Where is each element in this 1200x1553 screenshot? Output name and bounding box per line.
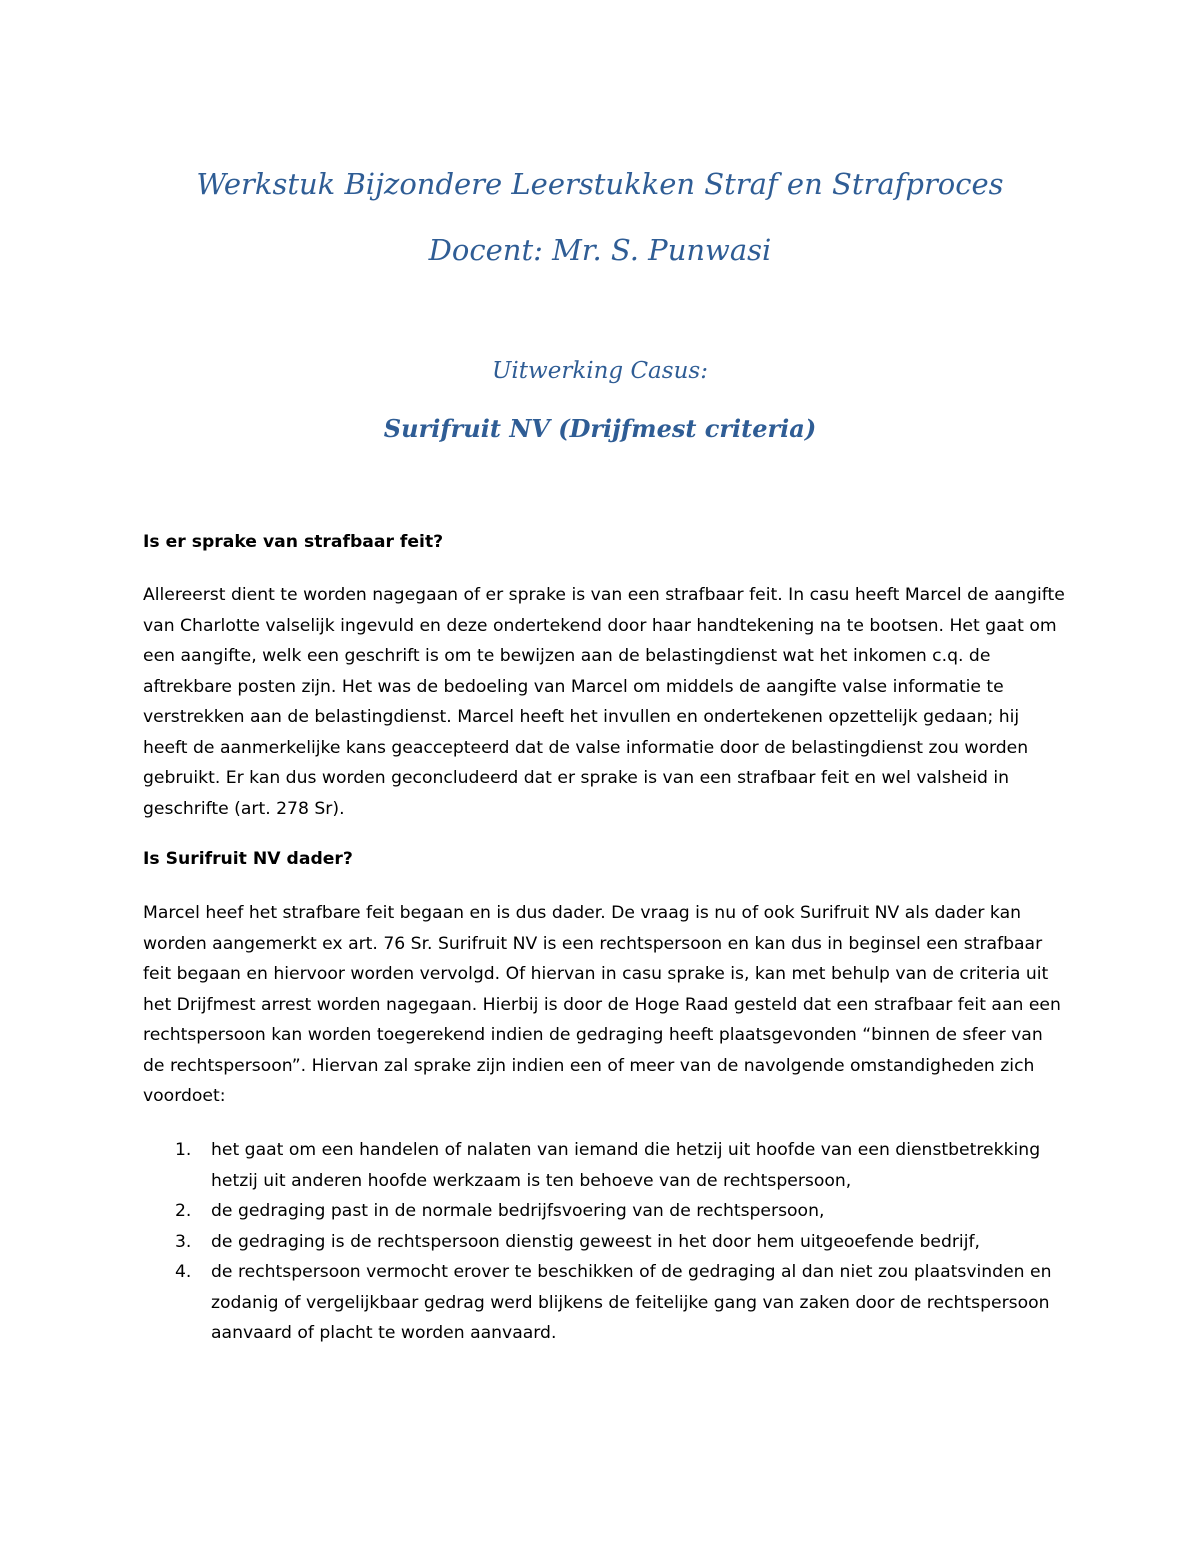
criteria-list [143,1135,1073,1349]
list-item [143,1135,1073,1196]
section-paragraph: Marcel heef het strafbare feit begaan en is dus dader. De vraag is nu of ook Surifruit NV als dader kan worden aangemerkt ex art. 76 Sr. Surifruit NV is een rechtspersoon en kan dus in beginsel een strafbaar feit begaan en hiervoor worden vervolgd. Of hiervan in casu sprake is, kan met behulp van de criteria uit het Drijfmest arrest worden nagegaan. Hierbij is door de Hoge Raad gesteld dat een strafbaar feit aan een rechtspersoon kan worden toegerekend indien de gedraging heeft plaatsgevonden “binnen de sfeer van de rechtspersoon”. Hiervan zal sprake zijn indien een of meer van de navolgende omstandigheden zich voordoet: [143,903,1061,1106]
list-item-number: 3. [175,1231,192,1252]
case-title: Surifruit NV (Drijfmest criteria) [383,414,817,443]
list-item-text: de gedraging past in de normale bedrijfsvoering van de rechtspersoon, [211,1201,825,1221]
list-item [143,1196,1073,1227]
list-item [143,1227,1073,1258]
section-label: Uitwerking Casus: [492,358,708,384]
list-item-text: het gaat om een handelen of nalaten van iemand die hetzij uit hoofde van een dienstbetrekking hetzij uit anderen hoofde werkzaam is ten behoeve van de rechtspersoon, [211,1140,1041,1191]
list-item-number: 1. [175,1140,192,1160]
list-item [143,1257,1073,1349]
list-item-text: de gedraging is de rechtspersoon dienstig geweest in het door hem uitgeoefende bedrijf, [211,1231,980,1252]
section-paragraph: Allereerst dient te worden nagegaan of er sprake is van een strafbaar feit. In casu heeft Marcel de aangifte van Charlotte valselijk ingevuld en deze ondertekend door haar handtekening na te bootsen. Het gaat om een aangifte, welk een geschrift is om te bewijzen aan de belastingdienst wat het inkomen c.q. de aftrekbare posten zijn. Het was de bedoeling van Marcel om middels de aangifte valse informatie te verstrekken aan de belastingdienst. Marcel heeft het invullen en ondertekenen opzettelijk gedaan; hij heeft de aanmerkelijke kans geaccepteerd dat de valse informatie door de belastingdienst zou worden gebruikt. Er kan dus worden geconcludeerd dat er sprake is van een strafbaar feit en wel valsheid in geschrifte (art. 278 Sr). [143,585,1065,819]
list-item-number: 4. [175,1262,192,1282]
list-item-text: de rechtspersoon vermocht erover te beschikken of de gedraging al dan niet zou plaatsvinden en zodanig of vergelijkbaar gedrag werd blijkens de feitelijke gang van zaken door de rechtspersoon aanvaard of placht te worden aanvaard. [211,1262,1052,1343]
section-heading: Is er sprake van strafbaar feit? [143,532,444,552]
list-item-number: 2. [175,1201,192,1221]
document-title: Werkstuk Bijzondere Leerstukken Straf en Strafproces [196,167,1004,201]
document-subtitle: Docent: Mr. S. Punwasi [428,233,772,267]
section-heading: Is Surifruit NV dader? [143,849,353,869]
